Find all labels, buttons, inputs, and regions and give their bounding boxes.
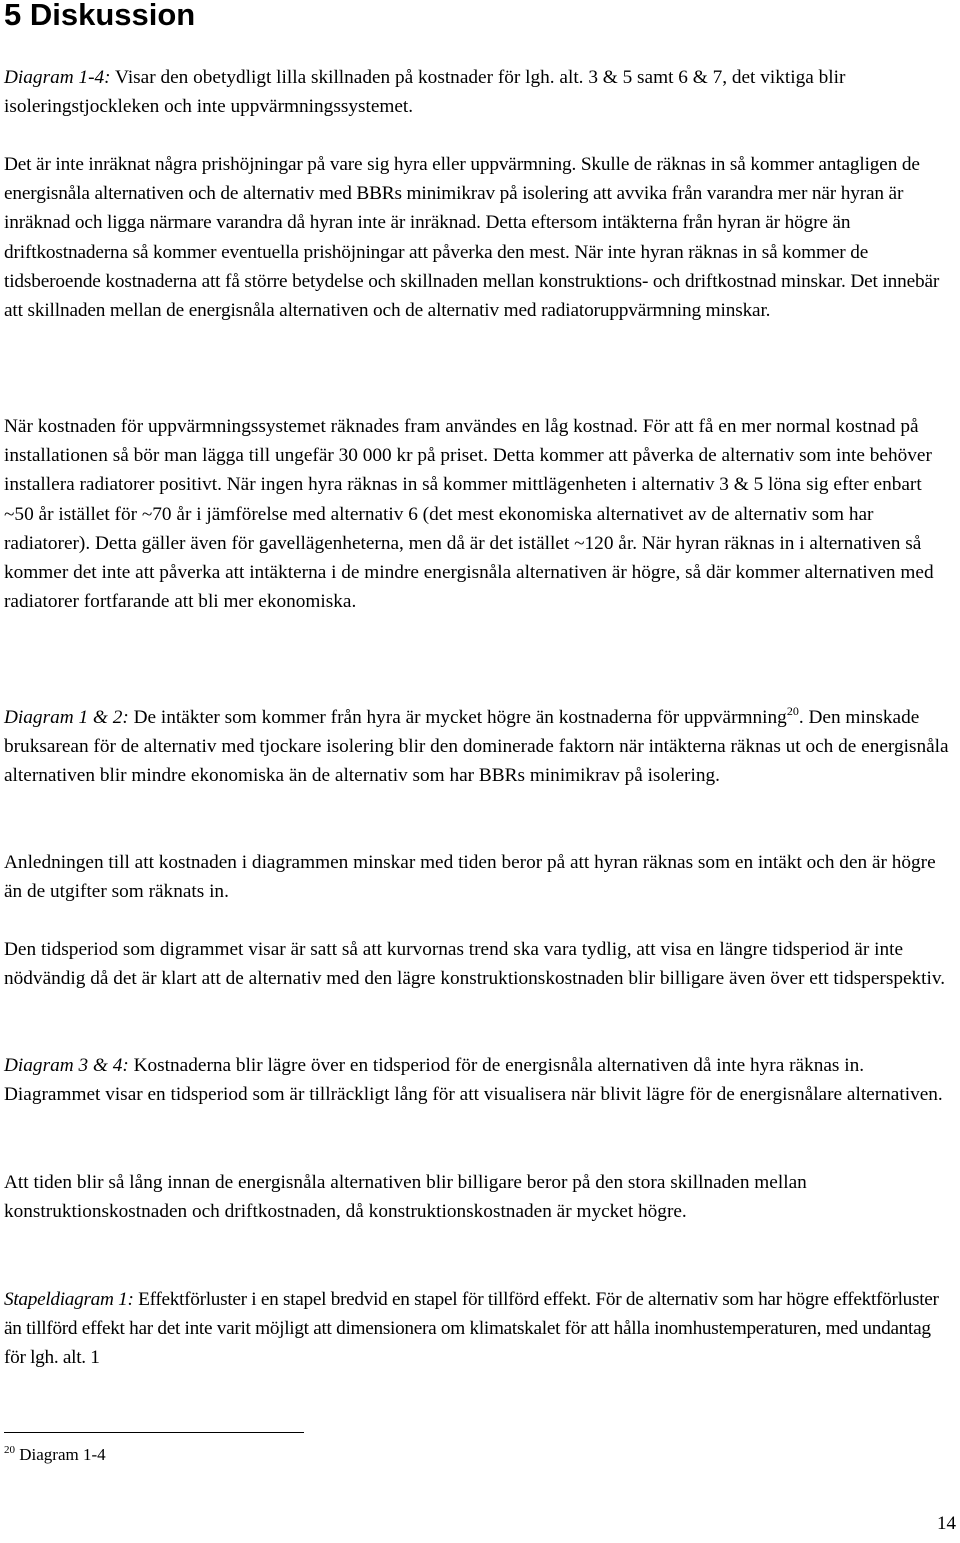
paragraph-time-period: Den tidsperiod som digrammet visar är satt så att kurvornas trend ska vara tydlig, att visa en längre tidsperiod är inte nödvändig då det är klart att de alternativ med den lägre konstruktionskostnaden blir billigare även över ett tidsperspektiv. <box>4 939 946 990</box>
paragraph-price-increases: Det är inte inräknat några prishöjningar på vare sig hyra eller uppvärmning. Skulle de räknas in så kommer antagligen de energisnåla alternativen och de alternativ med BBRs minimikrav på isolering att avvika från varandra mer när hyran är inräknad och ligga närmare varandra då hyran inte är inräknad. Detta eftersom intäkterna från hyran är högre än driftkostnaderna så kommer eventuella prishöjningar att påverka den mest. När inte hyran räknas in så kommer de tidsberoende kostnaderna att få större betydelse och skillnaden mellan konstruktions- och driftkostnad minskar. Det innebär att skillnaden mellan de energisnåla alternativen och de alternativ med radiatoruppvärmning minskar. <box>4 154 940 322</box>
page-number: 14 <box>937 1513 956 1534</box>
paragraph-text: . Den minskade bruksarean för de alternativ med tjockare isolering blir den dominerade faktorn när intäkterna räknas ut och de energisnåla alternativen blir mindre ekonomiska än de alternativ som har BBRs minimikrav på isolering. <box>4 707 949 787</box>
paragraph-rent-income: Anledningen till att kostnaden i diagrammen minskar med tiden beror på att hyran räknas som en intäkt och den är högre än de utgifter som räknats in. <box>4 852 936 903</box>
footnote-text: Diagram 1-4 <box>15 1445 106 1464</box>
paragraph-text: Effektförluster i en stapel bredvid en stapel för tillförd effekt. För de alternativ som har högre effektförluster än tillförd effekt har det inte varit möjligt att dimensionera om klimatskalet för att hålla inomhustemperaturen, med undantag för lgh. alt. 1 <box>4 1289 939 1369</box>
paragraph-lead: Stapeldiagram 1: <box>4 1289 134 1310</box>
paragraph-lead: Diagram 3 & 4: <box>4 1055 129 1076</box>
paragraph-heating-cost: När kostnaden för uppvärmningssystemet räknades fram användes en låg kostnad. För att få en mer normal kostnad på installationen så bör man lägga till ungefär 30 000 kr på priset. Detta kommer att påverka de alternativ som inte behöver installera radiatorer positivt. När ingen hyra räknas in så kommer mittlägenheten i alternativ 3 & 5 löna sig efter enbart ~50 år istället för ~70 år i jämförelse med alternativ 6 (det mest ekonomiska alternativet av de alternativ som har radiatorer). Detta gäller även för gavellägenheterna, men då är det istället ~120 år. När hyran räknas in i alternativen så kommer det inte att påverka att intäkterna i de mindre energisnåla alternativen är högre, så där kommer alternativen med radiatorer fortfarande att bli mer ekonomiska. <box>4 416 934 613</box>
paragraph-bar-chart-1 <box>4 1285 956 1373</box>
paragraph-lead: Diagram 1 & 2: <box>4 707 129 728</box>
footnote-reference: 20 <box>786 704 799 718</box>
footnote <box>4 1443 106 1467</box>
paragraph-diagram-1-4 <box>4 63 956 121</box>
paragraph-text: Visar den obetydligt lilla skillnaden på kostnader för lgh. alt. 3 & 5 samt 6 & 7, det viktiga blir isoleringstjockleken och inte uppvärmningssystemet. <box>4 67 846 118</box>
section-heading: 5 Diskussion <box>4 0 196 32</box>
footnote-number: 20 <box>4 1444 15 1456</box>
paragraph-diagram-1-2 <box>4 703 956 791</box>
paragraph-text: Kostnaderna blir lägre över en tidsperiod för de energisnåla alternativen då inte hyra räknas in. Diagrammet visar en tidsperiod som är tillräckligt lång för att visualisera när blivit lägre för de energisnålare alternativen. <box>4 1055 943 1106</box>
paragraph-text: De intäkter som kommer från hyra är mycket högre än kostnaderna för uppvärmning <box>128 707 787 728</box>
paragraph-diagram-3-4 <box>4 1051 956 1109</box>
paragraph-long-payback: Att tiden blir så lång innan de energisnåla alternativen blir billigare beror på den stora skillnaden mellan konstruktionskostnaden och driftkostnaden, då konstruktionskostnaden är mycket högre. <box>4 1172 807 1223</box>
footnote-separator <box>4 1432 304 1433</box>
paragraph-lead: Diagram 1-4: <box>4 67 111 88</box>
